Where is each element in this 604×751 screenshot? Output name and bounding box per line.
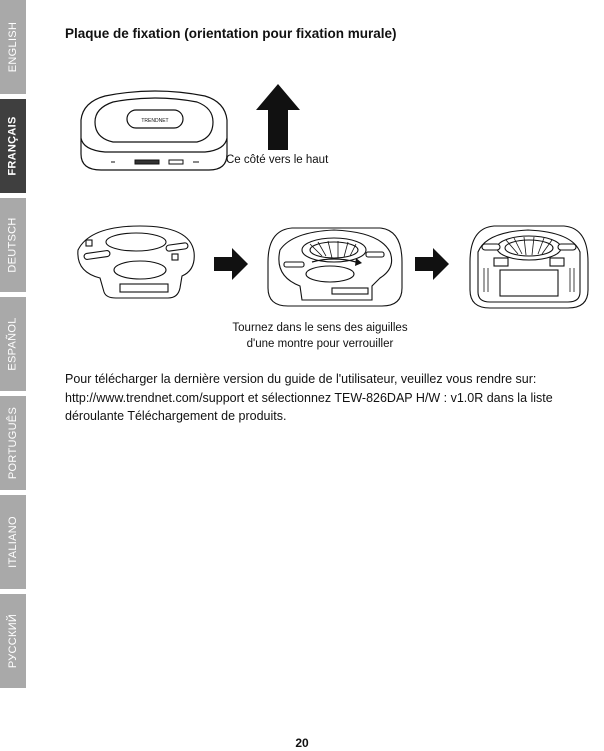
brand-logo-text: TRENDNET bbox=[141, 118, 169, 124]
section-title: Plaque de fixation (orientation pour fixation murale) bbox=[65, 26, 397, 41]
tab-russian[interactable] bbox=[0, 594, 26, 688]
body-line-2: http://www.trendnet.com/support et sélectionnez TEW-826DAP H/W : v1.0R dans la liste bbox=[65, 390, 553, 405]
download-instructions bbox=[65, 370, 580, 426]
body-line-1: Pour télécharger la dernière version du guide de l'utilisateur, veuillez vous rendre sur: bbox=[65, 372, 537, 386]
right-arrow-icon bbox=[214, 248, 248, 280]
tab-english[interactable] bbox=[0, 0, 26, 94]
orientation-caption: Ce côté vers le haut bbox=[226, 154, 329, 166]
tab-russian-label: РУССКИЙ bbox=[7, 613, 20, 669]
right-arrow-icon-2 bbox=[415, 248, 449, 280]
up-arrow-icon bbox=[256, 84, 300, 150]
tab-espanol-label: ESPAÑOL bbox=[7, 317, 19, 371]
page-number: 20 bbox=[295, 736, 309, 750]
locked-plate-illustration bbox=[464, 222, 594, 316]
rotate-caption-line2: d'une montre pour verrouiller bbox=[246, 338, 394, 350]
access-point-illustration bbox=[75, 80, 235, 180]
tab-english-label: ENGLISH bbox=[7, 21, 19, 73]
tab-italiano-label: ITALIANO bbox=[7, 516, 19, 568]
tab-espanol[interactable] bbox=[0, 297, 26, 391]
tab-portugues[interactable] bbox=[0, 396, 26, 490]
language-tabs bbox=[0, 0, 26, 690]
tab-francais-label: FRANÇAIS bbox=[7, 116, 20, 176]
rotate-caption-line1: Tournez dans le sens des aiguilles bbox=[232, 322, 408, 334]
tab-deutsch[interactable] bbox=[0, 198, 26, 292]
plate-on-device-illustration bbox=[262, 222, 408, 316]
tab-portugues-label: PORTUGUÊS bbox=[7, 406, 19, 480]
tab-italiano[interactable] bbox=[0, 495, 26, 589]
tab-deutsch-label: DEUTSCH bbox=[7, 217, 19, 273]
mounting-plate-illustration bbox=[70, 222, 200, 304]
tab-francais[interactable] bbox=[0, 99, 26, 193]
body-line-3: déroulante Téléchargement de produits. bbox=[65, 409, 287, 423]
